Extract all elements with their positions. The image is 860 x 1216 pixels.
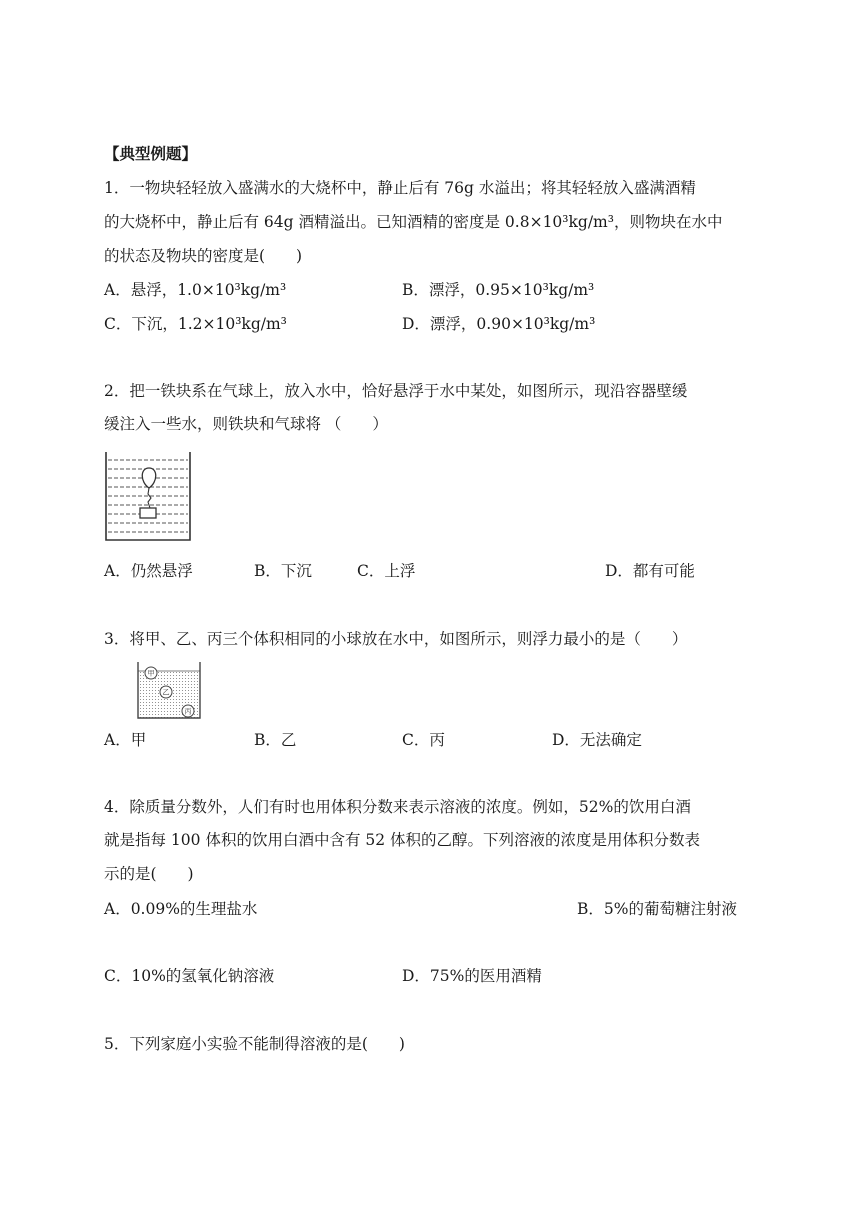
q2-text-line-1: 2．把一铁块系在气球上，放入水中，恰好悬浮于水中某处，如图所示，现沿容器壁缓 xyxy=(104,382,688,400)
q2-option-c: C．上浮 xyxy=(357,562,416,580)
q3-option-b: B．乙 xyxy=(254,731,297,749)
q1-text-line-2: 的大烧杯中，静止后有 64g 酒精溢出。已知酒精的密度是 0.8×10³kg/m³，则物块在水中 xyxy=(104,213,723,231)
q3-text-line-1: 3．将甲、乙、丙三个体积相同的小球放在水中，如图所示，则浮力最小的是（ ） xyxy=(104,630,688,648)
q3-label-yi: 乙 xyxy=(162,688,170,697)
q3-option-c: C．丙 xyxy=(402,731,445,749)
q3-label-bing: 丙 xyxy=(184,707,192,716)
q4-text-line-3: 示的是( ) xyxy=(104,865,194,883)
q2-option-d: D．都有可能 xyxy=(605,562,695,580)
q4-option-b: B．5%的葡萄糖注射液 xyxy=(577,900,737,918)
q4-option-d: D．75%的医用酒精 xyxy=(402,967,542,985)
q3-option-d: D．无法确定 xyxy=(552,731,642,749)
q4-text-line-1: 4．除质量分数外，人们有时也用体积分数来表示溶液的浓度。例如，52%的饮用白酒 xyxy=(104,798,691,816)
q2-text-line-2: 缓注入一些水，则铁块和气球将 （ ） xyxy=(104,415,388,433)
section-heading: 【典型例题】 xyxy=(104,145,198,163)
q1-option-a: A．悬浮，1.0×10³kg/m³ xyxy=(104,281,287,299)
q4-option-c: C．10%的氢氧化钠溶液 xyxy=(104,967,275,985)
q1-text-line-1: 1．一物块轻轻放入盛满水的大烧杯中，静止后有 76g 水溢出；将其轻轻放入盛满酒精 xyxy=(104,179,696,197)
q5-text-line-1: 5．下列家庭小实验不能制得溶液的是( ) xyxy=(104,1035,405,1053)
q3-label-jia: 甲 xyxy=(147,669,155,678)
q2-figure-balloon-iron-block xyxy=(104,452,194,542)
q1-option-d: D．漂浮，0.90×10³kg/m³ xyxy=(402,315,596,333)
q3-figure-three-balls xyxy=(136,662,202,720)
q1-option-b: B．漂浮，0.95×10³kg/m³ xyxy=(402,281,595,299)
q1-text-line-3: 的状态及物块的密度是( ) xyxy=(104,247,303,265)
q2-option-b: B．下沉 xyxy=(254,562,312,580)
q3-option-a: A．甲 xyxy=(104,731,147,749)
q4-text-line-2: 就是指每 100 体积的饮用白酒中含有 52 体积的乙醇。下列溶液的浓度是用体积分数表 xyxy=(104,831,701,849)
q1-option-c: C．下沉，1.2×10³kg/m³ xyxy=(104,315,287,333)
q4-option-a: A．0.09%的生理盐水 xyxy=(104,900,258,918)
q2-option-a: A．仍然悬浮 xyxy=(104,562,193,580)
